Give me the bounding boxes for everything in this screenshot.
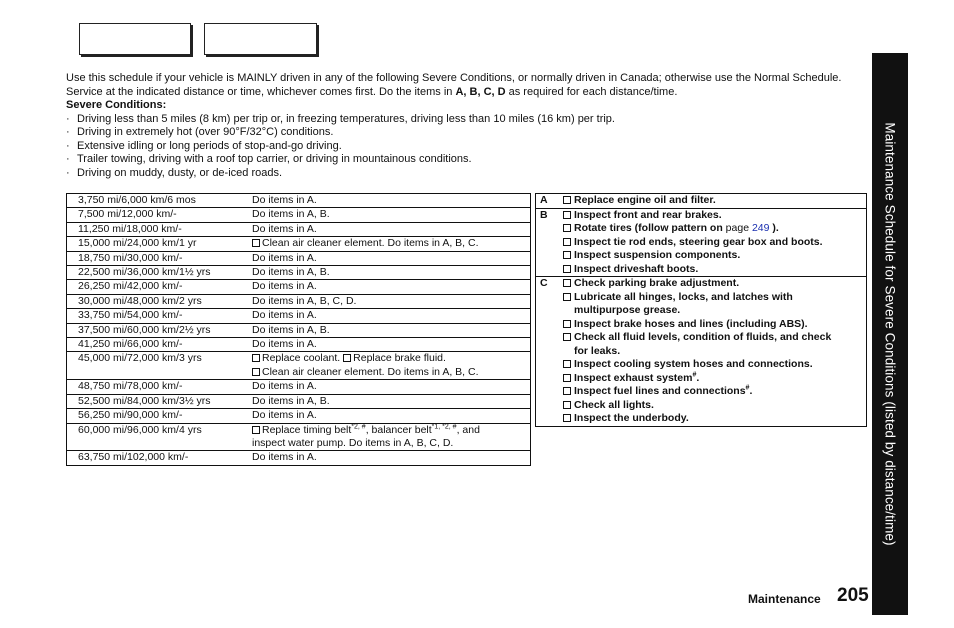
items-cell — [250, 424, 530, 451]
items-cell: Do items in A. — [252, 222, 317, 235]
severe-conditions-heading: Severe Conditions: — [66, 99, 167, 111]
schedule-row — [67, 208, 530, 222]
distance-cell: 30,000 mi/48,000 km/2 yrs — [78, 294, 202, 307]
group-letter: C — [540, 277, 548, 289]
checkbox-icon[interactable] — [252, 239, 260, 247]
legend-entry — [562, 318, 866, 332]
items-legend — [535, 193, 867, 427]
schedule-row — [67, 237, 530, 251]
items-text: Replace brake fluid. — [353, 352, 446, 365]
distance-cell: 63,750 mi/102,000 km/- — [78, 451, 189, 464]
checkbox-icon[interactable] — [343, 354, 351, 362]
distance-cell: 41,250 mi/66,000 km/- — [78, 338, 183, 351]
items-cell: Do items in A, B. — [252, 394, 330, 407]
schedule-row — [67, 380, 530, 394]
items-cell: Do items in A. — [252, 451, 317, 464]
legend-entry — [562, 385, 866, 399]
schedule-row — [67, 223, 530, 237]
entry-text: Inspect cooling system hoses and connections. — [574, 358, 813, 370]
page-number: 205 — [837, 585, 869, 606]
legend-entry — [562, 222, 866, 236]
group-entries — [562, 194, 866, 208]
items-line — [252, 424, 530, 437]
intro-tail: as required for each distance/time. — [505, 85, 678, 98]
intro-section — [66, 72, 866, 180]
schedule-table — [66, 193, 531, 466]
distance-cell: 48,750 mi/78,000 km/- — [78, 380, 183, 393]
checkbox-icon[interactable] — [252, 354, 260, 362]
intro-text: Use this schedule if your vehicle is MAINLY driven in any of the following Severe Conditions, or normally driven in Canada; otherwise use the Normal Schedule. Service at the indicated distance or time, whichever comes first. Do the items in — [66, 72, 842, 98]
items-cell: Do items in A, B. — [252, 208, 330, 221]
entry-text: Inspect fuel lines and connections — [574, 385, 746, 397]
items-text: Clean air cleaner element. Do items in A, B, C. — [262, 365, 479, 378]
entry-text: multipurpose grease. — [574, 304, 681, 316]
items-cell: Do items in A, B. — [252, 323, 330, 336]
legend-entry — [562, 399, 866, 413]
items-cell: Do items in A. — [252, 309, 317, 322]
schedule-row — [67, 280, 530, 294]
entry-text: ). — [772, 222, 779, 234]
checkbox-icon[interactable] — [563, 196, 571, 204]
entry-text: Inspect exhaust system — [574, 371, 693, 384]
schedule-row — [67, 451, 530, 464]
distance-cell: 3,750 mi/6,000 km/6 mos — [78, 194, 196, 206]
group-letter: A — [540, 194, 548, 206]
items-cell — [250, 237, 530, 250]
schedule-row — [67, 395, 530, 409]
legend-entry — [562, 249, 866, 263]
items-line: inspect water pump. Do items in A, B, C, D. — [252, 436, 454, 449]
intro-bold-items: A, B, C, D — [455, 85, 506, 98]
schedule-row — [67, 266, 530, 280]
schedule-row — [67, 252, 530, 266]
checkbox-icon[interactable] — [563, 320, 571, 328]
checkbox-icon[interactable] — [563, 279, 571, 287]
condition-item: · Extensive idling or long periods of stop-and-go driving. — [66, 140, 866, 154]
checkbox-icon[interactable] — [252, 368, 260, 376]
distance-cell: 22,500 mi/36,000 km/1½ yrs — [78, 266, 211, 279]
distance-cell: 7,500 mi/12,000 km/- — [78, 208, 177, 221]
distance-cell: 33,750 mi/54,000 km/- — [78, 309, 183, 322]
legend-group-b — [536, 209, 866, 278]
group-entries — [562, 209, 866, 277]
legend-group-c — [536, 277, 866, 426]
items-cell: Do items in A, B, C, D. — [252, 294, 357, 307]
entry-text: Check all fluid levels, condition of fluids, and check — [574, 331, 832, 343]
footnote-mark: *2, # — [351, 423, 366, 430]
intro-paragraph — [66, 72, 866, 99]
items-cell: Do items in A. — [252, 338, 317, 351]
blank-box-2 — [204, 23, 317, 55]
schedule-row — [67, 338, 530, 352]
distance-cell: 18,750 mi/30,000 km/- — [78, 251, 183, 264]
checkbox-icon[interactable] — [563, 414, 571, 422]
side-tab-label: Maintenance Schedule for Severe Conditions (listed by distance/time) — [882, 122, 898, 546]
page-word: page — [725, 222, 750, 234]
checkbox-icon[interactable] — [563, 211, 571, 219]
group-entries — [562, 277, 866, 426]
distance-cell: 45,000 mi/72,000 km/3 yrs — [78, 352, 202, 365]
checkbox-icon[interactable] — [563, 251, 571, 259]
legend-entry — [562, 194, 866, 208]
footnote-mark: # — [745, 384, 750, 392]
entry-text: for leaks. — [574, 344, 621, 357]
entry-text: Inspect tie rod ends, steering gear box and boots. — [574, 235, 823, 248]
checkbox-icon[interactable] — [563, 333, 571, 341]
distance-cell: 15,000 mi/24,000 km/1 yr — [78, 237, 197, 250]
schedule-row — [67, 409, 530, 423]
condition-item: · Driving in extremely hot (over 90°F/32°C) conditions. — [66, 126, 866, 140]
legend-entry — [562, 209, 866, 223]
footnote-mark: *1, *2, # — [431, 423, 457, 430]
items-cell: Do items in A, B. — [252, 266, 330, 279]
items-cell — [250, 352, 530, 379]
items-cell: Do items in A. — [252, 380, 317, 393]
entry-text: . — [696, 371, 700, 384]
distance-cell: 56,250 mi/90,000 km/- — [78, 409, 183, 422]
legend-entry — [562, 372, 866, 386]
items-text: , and — [456, 423, 480, 436]
entry-text: Inspect suspension components. — [574, 249, 741, 261]
legend-entry — [562, 291, 866, 318]
section-side-tab — [872, 53, 908, 615]
items-cell: Do items in A. — [252, 251, 317, 264]
items-text: Replace timing belt — [262, 423, 352, 436]
checkbox-icon[interactable] — [563, 360, 571, 368]
condition-item: · Driving on muddy, dusty, or de-iced roads. — [66, 167, 866, 181]
entry-text: Inspect driveshaft boots. — [574, 262, 699, 275]
checkbox-icon[interactable] — [563, 224, 571, 232]
legend-entry — [562, 236, 866, 250]
legend-entry — [562, 277, 866, 291]
footer-section-label: Maintenance — [748, 592, 821, 606]
entry-text: Rotate tires (follow pattern on — [574, 222, 726, 234]
entry-text: Check parking brake adjustment. — [574, 277, 740, 289]
checkbox-icon[interactable] — [563, 265, 571, 273]
checkbox-icon[interactable] — [563, 401, 571, 409]
schedule-row — [67, 309, 530, 323]
items-text: Replace coolant. — [262, 352, 341, 365]
schedule-row — [67, 352, 530, 380]
page-link[interactable]: 249 — [751, 222, 770, 234]
entry-text: Inspect the underbody. — [574, 412, 689, 424]
entry-text: Replace engine oil and filter. — [574, 194, 716, 206]
distance-cell: 37,500 mi/60,000 km/2½ yrs — [78, 323, 211, 336]
items-cell: Do items in A. — [252, 280, 317, 293]
entry-text: Check all lights. — [574, 398, 654, 411]
condition-item: · Trailer towing, driving with a roof top carrier, or driving in mountainous conditions. — [66, 153, 866, 167]
condition-item: · Driving less than 5 miles (8 km) per trip or, in freezing temperatures, driving less than 10 miles (16 km) per trip. — [66, 113, 866, 127]
group-letter: B — [540, 208, 548, 221]
schedule-row — [67, 324, 530, 338]
legend-entry — [562, 358, 866, 372]
checkbox-icon[interactable] — [563, 374, 571, 382]
schedule-row — [67, 424, 530, 452]
conditions-list — [66, 113, 866, 181]
schedule-row — [67, 194, 530, 208]
distance-cell: 26,250 mi/42,000 km/- — [78, 280, 183, 293]
legend-entry — [562, 412, 866, 426]
distance-cell: 60,000 mi/96,000 km/4 yrs — [78, 423, 202, 436]
checkbox-icon[interactable] — [252, 426, 260, 434]
distance-cell: 11,250 mi/18,000 km/- — [78, 222, 182, 235]
items-line — [252, 352, 530, 365]
checkbox-icon[interactable] — [563, 293, 571, 301]
items-text: , balancer belt — [365, 423, 432, 436]
legend-group-a — [536, 194, 866, 209]
items-cell: Do items in A. — [252, 194, 317, 206]
legend-entry — [562, 331, 866, 358]
items-line — [252, 366, 530, 379]
checkbox-icon[interactable] — [563, 238, 571, 246]
schedule-row — [67, 295, 530, 309]
entry-text: . — [749, 385, 753, 397]
distance-cell: 52,500 mi/84,000 km/3½ yrs — [78, 394, 211, 407]
blank-box-1 — [79, 23, 191, 55]
items-cell: Do items in A. — [252, 409, 317, 422]
legend-entry — [562, 263, 866, 277]
entry-text: Inspect front and rear brakes. — [574, 208, 722, 221]
footnote-mark: # — [692, 371, 697, 378]
entry-text: Lubricate all hinges, locks, and latches with — [574, 290, 793, 303]
checkbox-icon[interactable] — [563, 387, 571, 395]
items-text: Clean air cleaner element. Do items in A, B, C. — [262, 237, 479, 250]
entry-text: Inspect brake hoses and lines (including ABS). — [574, 317, 808, 330]
